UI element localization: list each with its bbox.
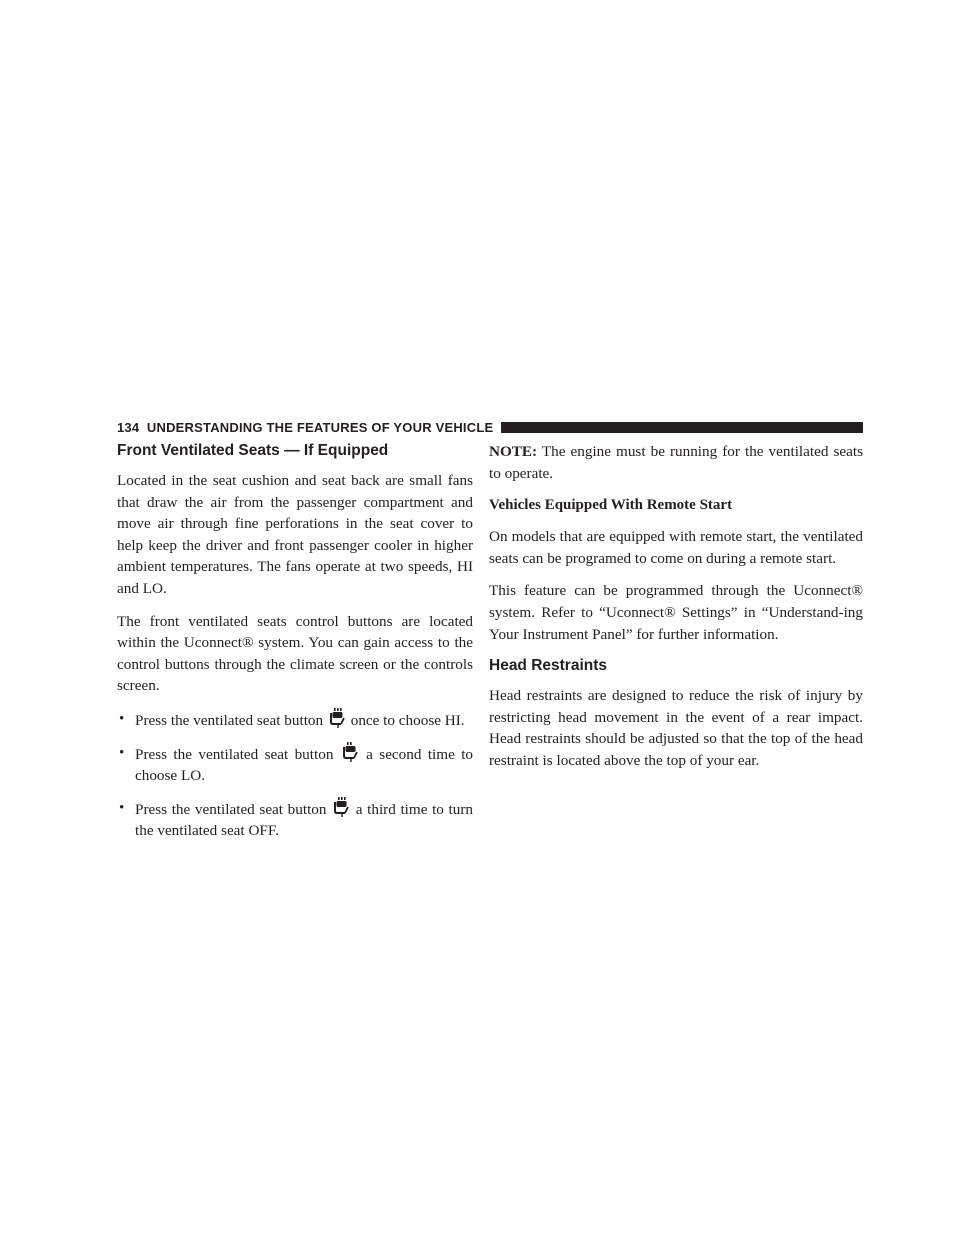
ventilated-seat-icon [329, 708, 345, 728]
section-title: UNDERSTANDING THE FEATURES OF YOUR VEHICLE [146, 419, 494, 435]
note-text: The engine must be running for the ventilated seats to operate. [489, 443, 863, 482]
bullet-list [117, 708, 473, 842]
note-label: NOTE: [489, 443, 538, 460]
note [489, 441, 863, 484]
left-column [117, 441, 473, 852]
list-item [117, 742, 473, 787]
page-header [117, 420, 863, 434]
right-column [489, 441, 863, 783]
list-item-text: Press the ventilated seat button [135, 745, 334, 763]
bullet-dot: • [119, 798, 125, 816]
section-heading-ventilated-seats: Front Ventilated Seats — If Equipped [117, 442, 389, 459]
list-item [117, 797, 473, 842]
section-heading-head-restraints: Head Restraints [489, 657, 608, 675]
list-item-text: a third time to turn the ventilated seat OFF. [135, 800, 474, 840]
paragraph: Head restraints are designed to reduce the risk of injury by restricting head movement in the event of a rear impact. Head restraints should be adjusted so that the top of the head restraint is located above the top of your ear. [489, 687, 863, 769]
page-header-text [117, 420, 493, 435]
paragraph: Located in the seat cushion and seat back are small fans that draw the air from the passenger compartment and move air through fine perforations in the seat cover to help keep the driver and front passenger cooler in higher ambient temperatures. The fans operate at two speeds, HI and LO. [117, 472, 473, 597]
bullet-dot: • [119, 709, 125, 727]
paragraph: On models that are equipped with remote start, the ventilated seats can be programed to come on during a remote start. [489, 528, 863, 567]
list-item [117, 708, 473, 732]
paragraph: The front ventilated seats control buttons are located within the Uconnect® system. You can gain access to the control buttons through the climate screen or the controls screen. [117, 612, 473, 695]
list-item-text: Press the ventilated seat button [135, 800, 327, 818]
ventilated-seat-icon [333, 797, 349, 817]
list-item-text: once to choose HI. [350, 711, 465, 729]
ventilated-seat-icon [342, 742, 358, 762]
bullet-dot: • [119, 743, 125, 761]
list-item-text: Press the ventilated seat button [135, 711, 324, 729]
paragraph: This feature can be programmed through the Uconnect® system. Refer to “Uconnect® Settings” in “Understand-ing Your Instrument Panel” for further information. [489, 582, 863, 643]
page-number: 134 [117, 419, 140, 435]
list-item-text: a second time to choose LO. [135, 745, 474, 785]
header-rule [501, 422, 863, 433]
subheading-remote-start: Vehicles Equipped With Remote Start [489, 497, 733, 514]
